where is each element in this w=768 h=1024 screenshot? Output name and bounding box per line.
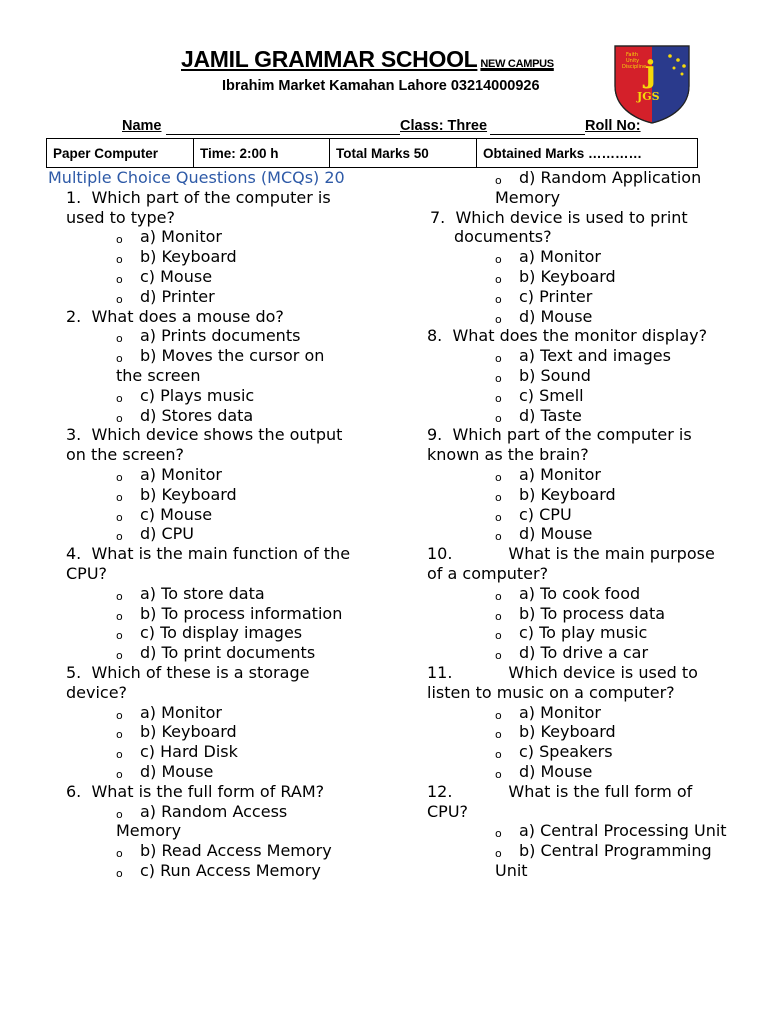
option-text: b) Sound <box>519 365 591 385</box>
answer-option <box>48 643 353 663</box>
option-text: a) Monitor <box>140 464 222 484</box>
option-bullet: o <box>116 530 123 544</box>
option-bullet: o <box>116 609 123 623</box>
option-bullet: o <box>116 767 123 781</box>
question-block <box>427 663 727 782</box>
question-stem <box>427 208 727 248</box>
answer-option <box>48 762 353 782</box>
option-bullet: o <box>495 629 502 643</box>
option-bullet: o <box>495 609 502 623</box>
left-question-list <box>48 188 353 881</box>
option-text: b) To process data <box>519 603 666 623</box>
question-number: 5. <box>66 662 82 682</box>
question-stem <box>427 782 727 822</box>
question-number: 3. <box>66 425 82 445</box>
option-bullet: o <box>116 807 123 821</box>
question-block <box>427 168 727 208</box>
campus-label: NEW CAMPUS <box>480 58 554 70</box>
option-bullet: o <box>116 470 123 484</box>
answer-option <box>427 406 727 426</box>
answer-option <box>48 861 353 881</box>
question-text: Which part of the computer is known as the brain? <box>427 425 692 465</box>
option-text: d) Mouse <box>519 306 593 326</box>
option-bullet: o <box>116 589 123 603</box>
answer-option <box>427 722 727 742</box>
question-block <box>48 663 353 782</box>
question-text: Which of these is a storage device? <box>66 662 310 702</box>
option-text: d) Stores data <box>140 405 254 425</box>
option-text: d) Mouse <box>140 761 214 781</box>
option-text: d) To drive a car <box>519 643 649 663</box>
answer-option <box>48 406 353 426</box>
option-text: b) Central Programming Unit <box>495 841 712 880</box>
logo-motto-2: Unity <box>626 58 640 64</box>
option-text: c) Plays music <box>140 385 255 405</box>
option-bullet: o <box>495 728 502 742</box>
answer-option <box>427 307 727 327</box>
option-bullet: o <box>116 272 123 286</box>
option-text: d) Mouse <box>519 761 593 781</box>
answer-option <box>48 247 353 267</box>
option-text: a) Text and images <box>519 346 671 366</box>
option-bullet: o <box>495 292 502 306</box>
answer-option <box>48 703 353 723</box>
option-bullet: o <box>116 728 123 742</box>
right-question-list <box>427 168 727 881</box>
option-bullet: o <box>495 174 502 187</box>
option-text: a) Random Access Memory <box>116 801 288 841</box>
option-text: a) Monitor <box>140 702 222 722</box>
school-name <box>181 46 554 73</box>
question-block <box>427 544 727 663</box>
option-text: d) CPU <box>140 524 195 544</box>
question-stem <box>427 663 727 703</box>
option-bullet: o <box>495 391 502 405</box>
answer-option <box>48 326 353 346</box>
answer-option <box>48 465 353 485</box>
question-number: 8. <box>427 326 443 346</box>
option-bullet: o <box>116 866 123 880</box>
answer-option <box>48 722 353 742</box>
answer-option <box>48 386 353 406</box>
answer-option <box>427 604 727 624</box>
paper-info-table <box>46 138 698 168</box>
answer-option <box>427 386 727 406</box>
answer-option <box>427 465 727 485</box>
option-text: a) Monitor <box>519 464 601 484</box>
option-text: a) To store data <box>140 583 265 603</box>
question-number: 1. <box>66 187 82 207</box>
question-block <box>427 782 727 881</box>
option-text: b) Keyboard <box>519 722 616 742</box>
answer-option <box>427 287 727 307</box>
logo-letter: j <box>645 55 656 90</box>
option-bullet: o <box>495 352 502 366</box>
obtained-marks-cell: Obtained Marks ………… <box>477 139 698 168</box>
option-text: a) Prints documents <box>140 326 301 346</box>
option-bullet: o <box>116 490 123 504</box>
question-stem <box>48 188 353 228</box>
answer-option <box>427 703 727 723</box>
question-text: What is the main function of the CPU? <box>66 544 351 583</box>
option-text: b) Keyboard <box>519 484 616 504</box>
question-number: 4. <box>66 544 82 564</box>
option-bullet: o <box>116 391 123 405</box>
answer-option <box>48 524 353 544</box>
question-text: What is the full form of RAM? <box>91 781 325 801</box>
answer-option <box>48 623 353 643</box>
question-block <box>48 425 353 544</box>
answer-option <box>48 346 353 386</box>
option-bullet: o <box>495 827 502 841</box>
option-bullet: o <box>116 629 123 643</box>
option-text: c) Run Access Memory <box>140 860 321 880</box>
answer-option <box>427 485 727 505</box>
option-bullet: o <box>495 490 502 504</box>
question-stem <box>427 425 727 465</box>
question-stem <box>48 663 353 703</box>
option-text: d) Random Application Memory <box>495 168 702 207</box>
option-text: c) To play music <box>519 623 648 643</box>
option-text: c) Smell <box>519 385 584 405</box>
option-bullet: o <box>116 411 123 425</box>
option-bullet: o <box>495 589 502 603</box>
question-text: Which device shows the output on the screen? <box>66 425 343 465</box>
question-text: What does a mouse do? <box>91 306 284 326</box>
school-logo <box>612 44 692 124</box>
answer-option <box>427 742 727 762</box>
option-bullet: o <box>495 411 502 425</box>
answer-option <box>48 584 353 604</box>
question-block <box>48 782 353 881</box>
answer-option <box>48 742 353 762</box>
option-bullet: o <box>116 292 123 306</box>
option-bullet: o <box>495 748 502 762</box>
question-stem <box>48 544 353 584</box>
option-text: c) Hard Disk <box>140 742 238 762</box>
question-text: What is the main purpose of a computer? <box>427 544 715 583</box>
question-number: 10. <box>427 544 453 564</box>
answer-option <box>48 267 353 287</box>
question-block <box>48 307 353 426</box>
question-number: 12. <box>427 781 453 801</box>
option-text: c) Mouse <box>140 266 213 286</box>
option-bullet: o <box>116 253 123 267</box>
question-stem <box>427 544 727 584</box>
answer-option <box>427 524 727 544</box>
option-text: c) Speakers <box>519 742 613 762</box>
school-address: Ibrahim Market Kamahan Lahore 03214000926 <box>222 78 540 94</box>
option-text: b) Keyboard <box>140 722 237 742</box>
question-text: What does the monitor display? <box>452 326 708 346</box>
school-name-text: JAMIL GRAMMAR SCHOOL <box>181 46 478 72</box>
answer-option <box>48 227 353 247</box>
answer-option <box>427 584 727 604</box>
section-title: Multiple Choice Questions (MCQs) 20 <box>48 168 345 187</box>
answer-option <box>427 247 727 267</box>
option-bullet: o <box>116 510 123 524</box>
class-blank-line <box>490 134 585 135</box>
option-bullet: o <box>116 748 123 762</box>
option-text: d) Printer <box>140 286 215 306</box>
option-bullet: o <box>495 371 502 385</box>
question-text: Which device is used to listen to music on a computer? <box>427 662 698 702</box>
option-text: b) Keyboard <box>519 266 616 286</box>
option-text: b) Keyboard <box>140 247 237 267</box>
answer-option <box>48 505 353 525</box>
option-bullet: o <box>116 332 123 346</box>
question-text: Which device is used to print documents? <box>454 207 688 247</box>
right-column <box>427 168 727 881</box>
answer-option <box>427 841 727 881</box>
answer-option <box>427 623 727 643</box>
option-text: b) Read Access Memory <box>140 841 332 861</box>
question-number: 9. <box>427 425 443 445</box>
question-number: 11. <box>427 662 453 682</box>
logo-motto-1: Faith <box>626 52 638 58</box>
answer-option <box>427 267 727 287</box>
option-text: b) To process information <box>140 603 343 623</box>
question-block <box>427 425 727 544</box>
question-number: 7. <box>430 207 446 227</box>
option-bullet: o <box>495 253 502 267</box>
answer-option <box>427 346 727 366</box>
option-text: b) Moves the cursor on the screen <box>116 346 325 385</box>
question-block <box>427 208 727 327</box>
option-bullet: o <box>495 708 502 722</box>
option-bullet: o <box>495 847 502 861</box>
total-marks-cell: Total Marks 50 <box>330 139 477 168</box>
answer-option <box>427 366 727 386</box>
option-bullet: o <box>116 708 123 722</box>
answer-option <box>48 287 353 307</box>
option-text: c) To display images <box>140 623 303 643</box>
question-number: 2. <box>66 306 82 326</box>
name-field-label: Name <box>122 118 162 134</box>
question-text: Which part of the computer is used to type? <box>66 187 331 227</box>
paper-time-cell: Time: 2:00 h <box>194 139 330 168</box>
left-column <box>48 168 353 881</box>
question-text: What is the full form of CPU? <box>427 781 693 821</box>
option-bullet: o <box>495 272 502 286</box>
question-stem <box>48 425 353 465</box>
answer-option <box>48 802 353 842</box>
option-bullet: o <box>495 510 502 524</box>
answer-option <box>427 762 727 782</box>
question-block <box>48 188 353 307</box>
question-stem <box>427 326 727 346</box>
option-bullet: o <box>495 530 502 544</box>
option-bullet: o <box>116 352 123 366</box>
option-bullet: o <box>116 233 123 247</box>
class-field-label: Class: Three <box>400 118 488 134</box>
paper-subject-cell: Paper Computer <box>47 139 194 168</box>
answer-option <box>427 168 727 208</box>
question-number: 6. <box>66 781 82 801</box>
question-block <box>427 326 727 425</box>
option-text: d) To print documents <box>140 643 316 663</box>
answer-option <box>48 604 353 624</box>
answer-option <box>427 821 727 841</box>
option-text: a) Monitor <box>140 227 222 247</box>
name-blank-line <box>166 134 400 135</box>
option-bullet: o <box>495 312 502 326</box>
question-stem <box>48 307 353 327</box>
answer-option <box>48 485 353 505</box>
logo-text: JGS <box>637 90 660 103</box>
option-bullet: o <box>495 767 502 781</box>
option-text: c) CPU <box>519 504 572 524</box>
answer-option <box>427 643 727 663</box>
option-text: a) Monitor <box>519 702 601 722</box>
option-text: d) Mouse <box>519 524 593 544</box>
option-text: d) Taste <box>519 405 582 425</box>
option-text: c) Printer <box>519 286 593 306</box>
logo-motto-3: Discipline <box>622 64 647 70</box>
option-text: b) Keyboard <box>140 484 237 504</box>
option-text: a) Monitor <box>519 247 601 267</box>
option-bullet: o <box>495 649 502 663</box>
roll-field-label: Roll No: <box>585 118 641 134</box>
option-bullet: o <box>495 470 502 484</box>
question-stem <box>48 782 353 802</box>
answer-option <box>48 841 353 861</box>
option-text: c) Mouse <box>140 504 213 524</box>
option-bullet: o <box>116 649 123 663</box>
option-text: a) To cook food <box>519 583 641 603</box>
question-block <box>48 544 353 663</box>
option-text: a) Central Processing Unit <box>519 821 727 841</box>
option-bullet: o <box>116 847 123 861</box>
answer-option <box>427 505 727 525</box>
